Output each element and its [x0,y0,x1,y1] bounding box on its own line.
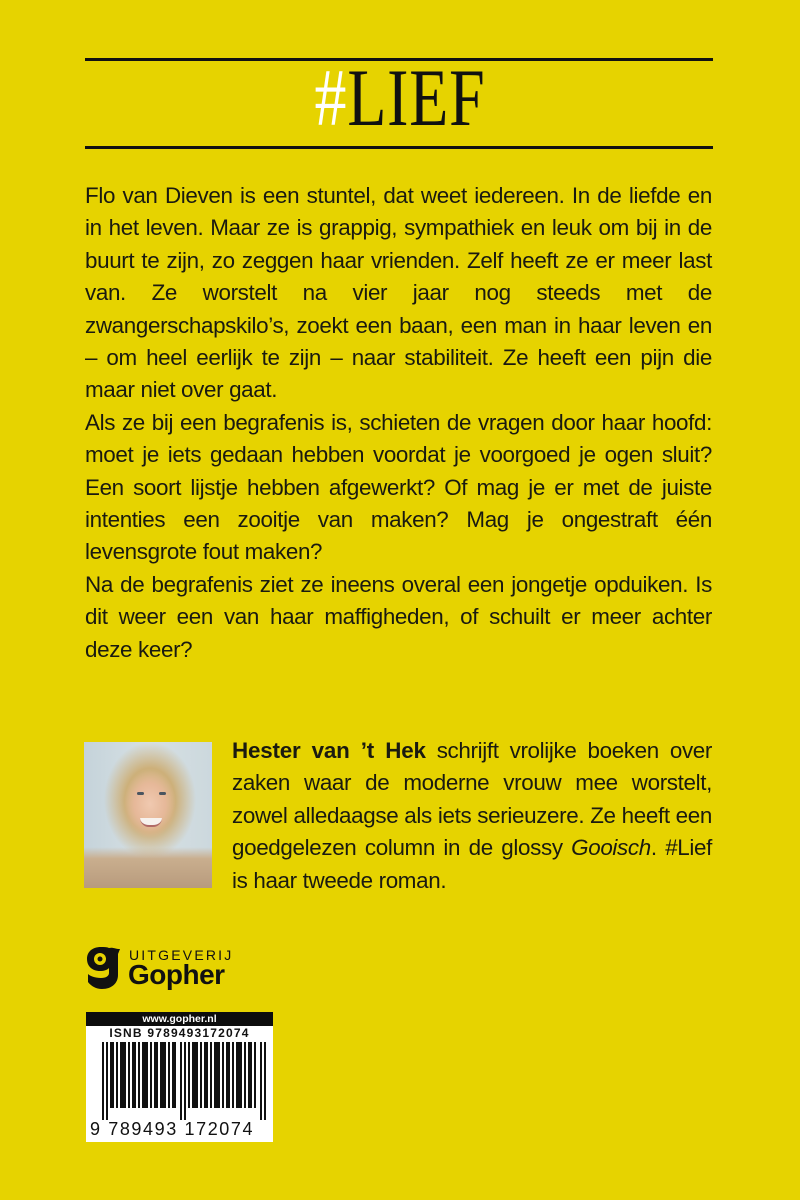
author-bio [232,735,712,897]
title-rule-bottom [85,146,713,149]
gopher-g-icon [86,945,120,991]
isbn-label: ISNB 9789493172074 [109,1026,250,1040]
photo-detail [159,792,166,795]
blurb-paragraph: Flo van Dieven is een stuntel, dat weet iedereen. In de liefde en in het leven. Maar ze is grappig, sympathiek en leuk om bij in de buurt te zijn, zo zeggen haar vrienden. Zelf heeft ze er meer last van. Ze worstelt na vier jaar nog steeds met de zwangerschapskilo’s, zoekt een baan, een man in haar leven en – om heel eerlijk te zijn – naar stabiliteit. Ze heeft een pijn die maar niet over gaat. [85,183,712,403]
publisher-imprint: UITGEVERIJ [129,947,234,963]
photo-detail [140,818,162,827]
photo-detail [137,792,144,795]
barcode-block [86,1012,273,1142]
book-title [88,52,712,143]
magazine-name: Gooisch [571,835,651,861]
title-word: LIEF [347,52,486,143]
author-bio-paragraph [232,735,712,897]
author-bio-text-end: . #Lief is haar tweede roman. [232,835,713,893]
publisher-name: Gopher [128,959,225,990]
author-bio-text: schrijft vrolijke boeken over zaken waar de moderne vrouw mee worstelt, zowel alledaagse als iets serieuzere. Ze heeft een goedgelezen column in de glossy [232,738,713,861]
publisher-logo [86,945,286,991]
author-name: Hester van ’t Hek [232,738,426,763]
publisher-url: www.gopher.nl [86,1012,273,1026]
barcode-digits: 9 789493 172074 [90,1119,255,1139]
title-hash: # [314,52,348,143]
barcode-icon [102,1042,266,1120]
blurb-paragraph: Als ze bij een begrafenis is, schieten de vragen door haar hoofd: moet je iets gedaan hebben voordat je voorgoed je ogen sluit? Een soort lijstje hebben afgewerkt? Of mag je er met de juiste intenties een zooitje van maken? Mag je ongestraft één levensgrote fout maken? [85,409,712,565]
blurb-paragraph: Na de begrafenis ziet ze ineens overal een jongetje opduiken. Is dit weer een van haar maffigheden, of schuilt er meer achter deze keer? [85,571,712,662]
blurb-text [85,180,712,666]
author-photo [84,742,212,888]
